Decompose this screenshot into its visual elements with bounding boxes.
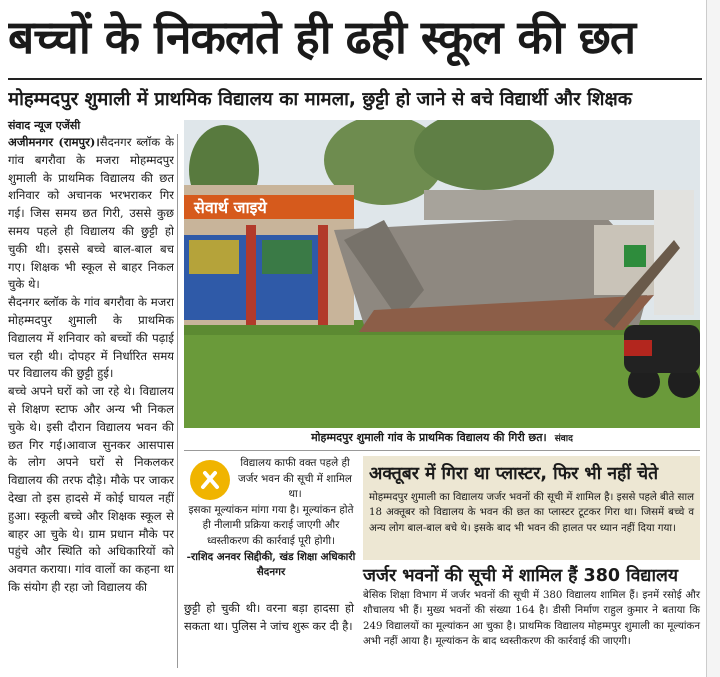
body-paragraph-3: बच्चे अपने घरों को जा रहे थे। विद्यालय से शिक्षण स्टाफ और अन्य भी निकल चुके थे। इसी दौरान विद्यालय भवन की छत गिर गई।आवाज सुनकर आसपास के लोग अपने घरों से निकलकर विद्यालय की तरफ दौड़े। मौके पर जाकर देखा तो इस हादसे में कोई घायल नहीं हुआ। स्कूली बच्चे और शिक्षक स्कूल से बाहर आ चुके थे। ग्राम प्रधान मौके पर पहुंचे और स्थिति को अधिकारियों को अवगत कराया। गांव वालों का कहना था कि संयोग ही रहा जो विद्यालय की [8, 384, 174, 594]
quote-line-2: इसका मूल्यांकन मांगा गया है। मूल्यांकन होते ही नीलामी प्रक्रिया कराई जाएगी और ध्वस्तीकरण की कार्रवाई पूरी होगी। [188, 503, 354, 547]
adjacent-column-edge [706, 0, 720, 677]
collapsed-school-photo [184, 120, 700, 428]
official-quote [186, 456, 356, 586]
body-paragraph-2: सैदनगर ब्लॉक के गांव बगरौवा के मजरा मोहम्मदपुर शुमाली के प्राथमिक विद्यालय में शनिवार को बच्चों की पढ़ाई चल रही थी। दोपहर में निर्धारित समय पर विद्यालय की छुट्टी हुई। [8, 295, 174, 381]
sidebar-box [363, 456, 700, 560]
news-agency: संवाद न्यूज एजेंसी [8, 119, 81, 132]
dilapidated-buildings-section [363, 564, 700, 670]
headline-rule [8, 78, 702, 80]
quote-signature: -राशिद अनवर सिद्दीकी, खंड शिक्षा अधिकारी सैदनगर [186, 550, 356, 579]
dateline: अजीमनगर (रामपुर)। [8, 135, 100, 149]
box-heading: अक्तूबर में गिरा था प्लास्टर, फिर भी नहीं चेते [369, 464, 659, 484]
photo-credit: संवाद [554, 434, 573, 444]
photo-caption: मोहम्मदपुर शुमाली गांव के प्राथमिक विद्यालय की गिरी छत। संवाद [311, 431, 573, 444]
body-continuation: छुट्टी हो चुकी थी। वरना बड़ा हादसा हो सकता था। पुलिस ने जांच शुरू कर दी है। [184, 601, 354, 633]
photo-sign-text: सेवार्थ जाइये [194, 198, 267, 217]
section-heading: जर्जर भवनों की सूची में शामिल हैं 380 विद्यालय [363, 566, 679, 586]
headline: बच्चों के निकलते ही ढही स्कूल की छत [8, 10, 636, 64]
article-body [8, 134, 174, 668]
body-paragraph-1: अजीमनगर (रामपुर)।सैदनगर ब्लॉक के गांव बगरौवा के मजरा मोहम्मदपुर शुमाली के प्राथमिक विद्यालय की छत शनिवार को अचानक भरभराकर गिर गई। जिस समय छत गिरी, उससे कुछ समय पहले ही विद्यालय की छुट्टी हो चुकी थी। इससे बच्चे बाल-बाल बच गए। शिक्षक भी स्कूल से बाहर निकल चुके थे। [8, 135, 174, 292]
section-rule [184, 450, 700, 451]
quote-line-1: विद्यालय काफी वक्त पहले ही जर्जर भवन की सूची में शामिल था। [238, 457, 352, 501]
section-text: बेसिक शिक्षा विभाग में जर्जर भवनों की सूची में 380 विद्यालय शामिल हैं। इनमें रसोई और शौचालय भी हैं। मुख्य भवनों की संख्या 164 है। डीसी निर्माण राहुल कुमार ने बताया कि 249 विद्यालयों का मूल्यांकन आ चुका है। प्राथमिक विद्यालय मोहम्मपुर शुमाली का मूल्यांकन अभी नहीं आया है। मूल्यांकन के बाद ध्वस्तीकरण की कार्रवाई की जाएगी। [363, 590, 700, 648]
column-rule [177, 134, 178, 668]
box-text: मोहम्मदपुर शुमाली का विद्यालय जर्जर भवनों की सूची में शामिल है। इससे पहले बीते साल 18 अक्तूबर को विद्यालय के भवन की छत का प्लास्टर टूटकर गिरा था। जिसमें बच्चे व अन्य लोग बाल-बाल बचे थे। इसके बाद भी भवन की हालत पर ध्यान नहीं दिया गया। [369, 492, 694, 534]
subheadline: मोहम्मदपुर शुमाली में प्राथमिक विद्यालय का मामला, छुट्टी हो जाने से बचे विद्यार्थी और शिक्षक [8, 89, 632, 110]
